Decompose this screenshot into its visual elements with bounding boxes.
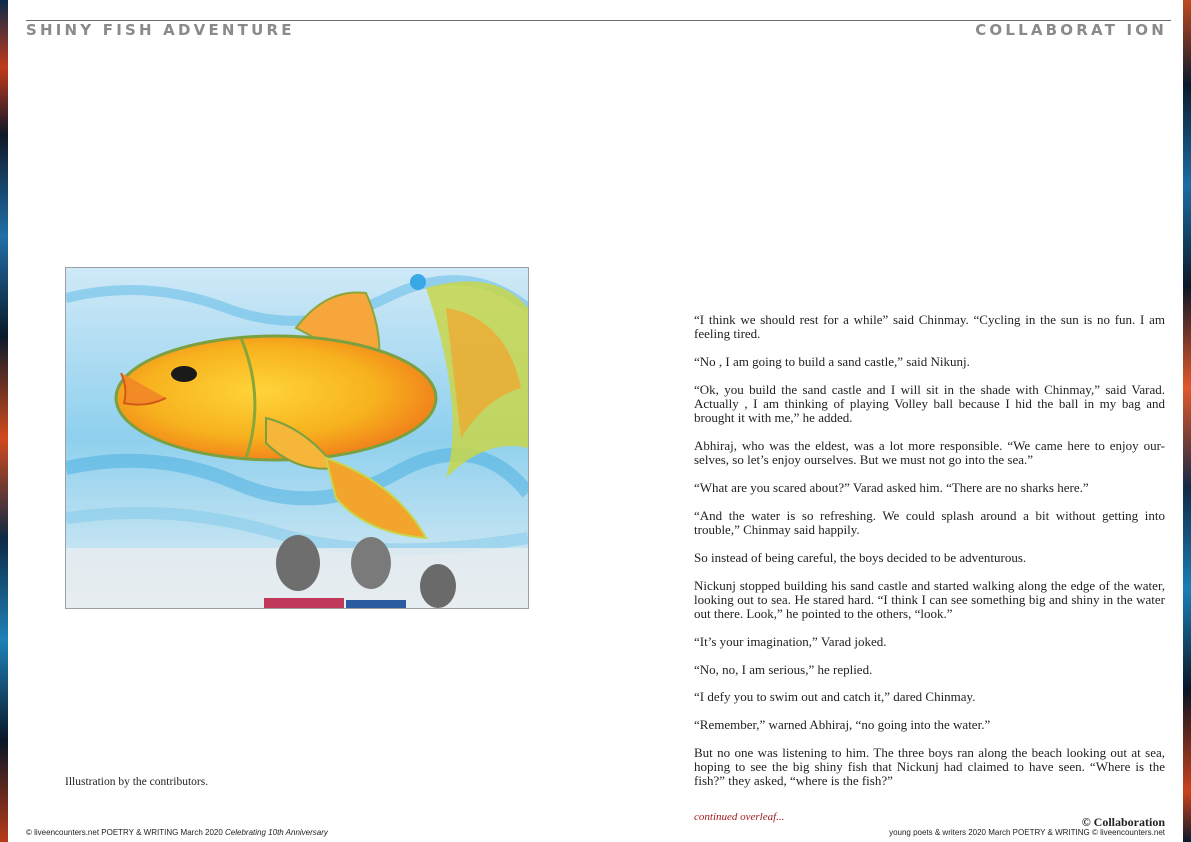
- story-paragraph: Abhiraj, who was the eldest, was a lot more responsible. “We came here to enjoy our-selves, so let’s enjoy ourselves. But we must not go into the sea.”: [694, 438, 1165, 468]
- footer-left-italic: Celebrating 10th Anniversary: [225, 828, 328, 837]
- story-paragraph: “It’s your imagination,” Varad joked.: [694, 633, 887, 649]
- story-paragraph: “Remember,” warned Abhiraj, “no going into the water.”: [694, 717, 991, 733]
- story-paragraph: Nickunj stopped building his sand castle and started walking along the edge of the water, looking out to sea. He stared hard. “I think I can see something big and shiny in the water out there. Look,” he pointed to the others, “look.”: [694, 577, 1165, 621]
- magazine-page: [8, 0, 1183, 842]
- right-decorative-border: [1183, 0, 1191, 842]
- copyright-credit: © Collaboration: [1081, 815, 1165, 829]
- story-paragraph: “No, no, I am serious,” he replied.: [694, 661, 873, 677]
- story-paragraph: “Ok, you build the sand castle and I will sit in the shade with Chinmay,” said Varad. Actually , I am thinking of playing Volley ball because I hid the ball in my bag and brought it with me,” he added.: [694, 381, 1165, 426]
- continued-link[interactable]: continued overleaf...: [694, 811, 785, 823]
- illustration-caption: Illustration by the contributors.: [65, 776, 209, 788]
- footer-right: young poets & writers 2020 March POETRY & WRITING © liveencounters.net: [889, 828, 1165, 837]
- fish-illustration: [65, 267, 529, 609]
- story-paragraph: “What are you scared about?” Varad asked him. “There are no sharks here.”: [694, 480, 1089, 495]
- story-paragraph: “No , I am going to build a sand castle,” said Nikunj.: [694, 354, 970, 369]
- footer-left: [26, 828, 328, 837]
- left-decorative-border: [0, 0, 8, 842]
- story-paragraph: So instead of being careful, the boys decided to be adventurous.: [694, 549, 1027, 565]
- section-title: SHINY FISH ADVENTURE: [26, 21, 295, 39]
- story-paragraph: “I think we should rest for a while” said Chinmay. “Cycling in the sun is no fun. I am feeling tired.: [694, 312, 1165, 342]
- footer-left-text: © liveencounters.net POETRY & WRITING March 2020: [26, 828, 223, 837]
- story-paragraph: “I defy you to swim out and catch it,” dared Chinmay.: [694, 689, 976, 705]
- fish-illustration-art: [66, 268, 528, 608]
- story-text: [694, 313, 1165, 802]
- story-paragraph: But no one was listening to him. The three boys ran along the beach looking out at sea, hoping to see the big shiny fish that Nickunj had claimed to have seen. “Where is the fish?” they asked, “where is the fish?”: [694, 744, 1165, 789]
- story-paragraph: “And the water is so refreshing. We could splash around a bit without getting into trouble,” Chinmay said happily.: [694, 507, 1165, 537]
- category-title: COLLABORAT ION: [975, 21, 1167, 39]
